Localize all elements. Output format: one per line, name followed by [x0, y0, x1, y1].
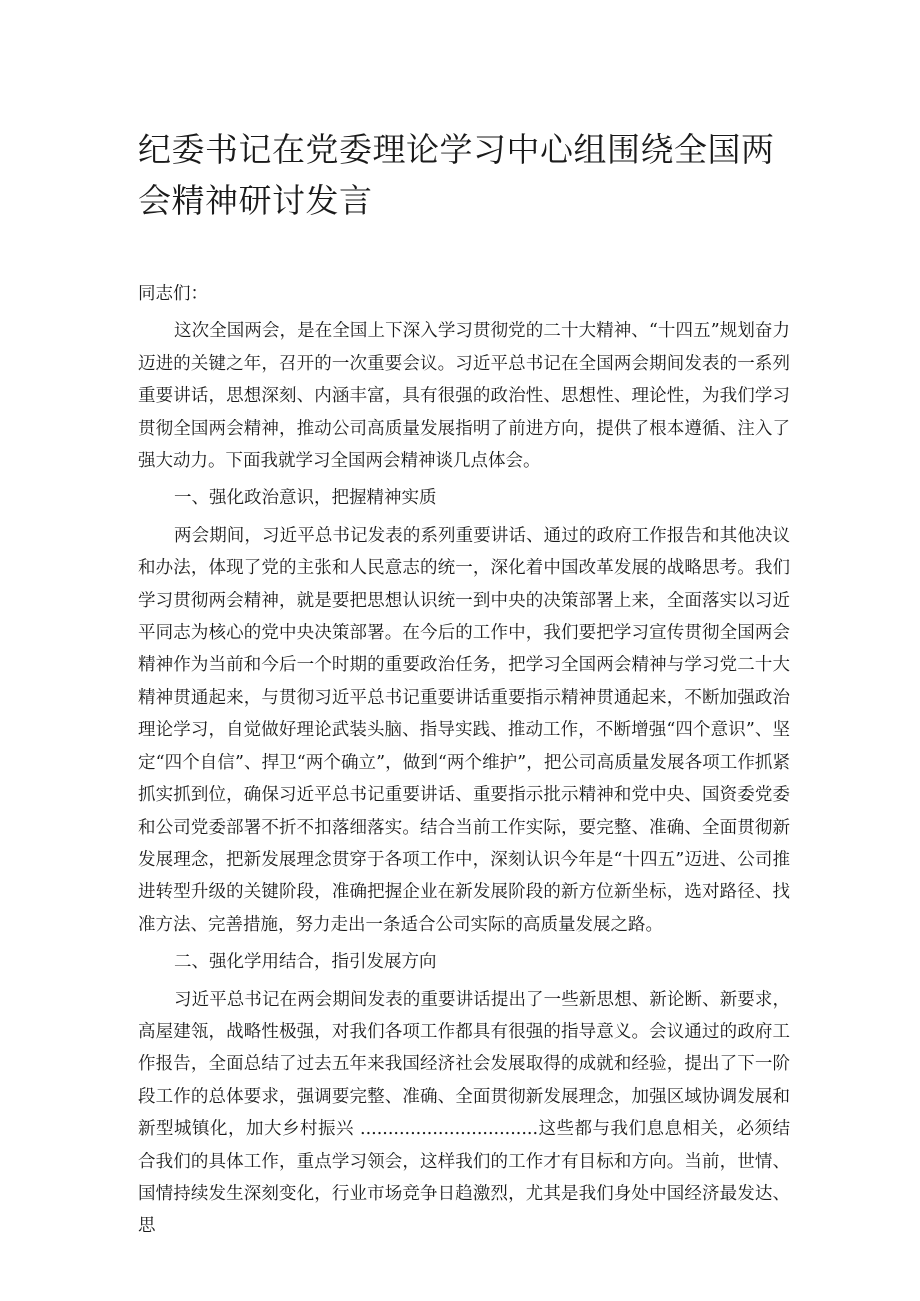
- document-title: 纪委书记在党委理论学习中心组围绕全国两会精神研讨发言: [138, 130, 775, 220]
- paragraph-intro: 这次全国两会，是在全国上下深入学习贯彻党的二十大精神、“十四五”规划奋力迈进的关键之年，召开的一次重要会议。习近平总书记在全国两会期间发表的一系列重要讲话，思想深刻、内涵丰富，具有很强的政治性、思想性、理论性，为我们学习贯彻全国两会精神，推动公司高质量发展指明了前进方向，提供了根本遵循、注入了强大动力。下面我就学习全国两会精神谈几点体会。: [138, 321, 790, 472]
- paragraph-section-1: 两会期间，习近平总书记发表的系列重要讲话、通过的政府工作报告和其他决议和办法，体现了党的主张和人民意志的统一，深化着中国改革发展的战略思考。我们学习贯彻两会精神，就是要把思想认识统一到中央的决策部署上来，全面落实以习近平同志为核心的党中央决策部署。在今后的工作中，我们要把学习宣传贯彻全国两会精神作为当前和今后一个时期的重要政治任务，把学习全国两会精神与学习党二十大精神贯通起来，与贯彻习近平总书记重要讲话重要指示精神贯通起来，不断加强政治理论学习，自觉做好理论武装头脑、指导实践、推动工作，不断增强“四个意识”、坚定“四个自信”、捍卫“两个确立”，做到“两个维护”，把公司高质量发展各项工作抓紧抓实抓到位，确保习近平总书记重要讲话、重要指示批示精神和党中央、国资委党委和公司党委部署不折不扣落细落实。结合当前工作实际，要完整、准确、全面贯彻新发展理念，把新发展理念贯穿于各项工作中，深刻认识今年是“十四五”迈进、公司推进转型升级的关键阶段，准确把握企业在新发展阶段的新方位新坐标，选对路径、找准方法、完善措施，努力走出一条适合公司实际的高质量发展之路。: [138, 525, 790, 935]
- section-heading-1: 一、强化政治意识，把握精神实质: [174, 488, 437, 509]
- section-heading-2: 二、强化学用结合，指引发展方向: [174, 952, 437, 973]
- salutation: 同志们：: [138, 284, 208, 304]
- document-body: [138, 278, 790, 1248]
- paragraph-section-2: 习近平总书记在两会期间发表的重要讲话提出了一些新思想、新论断、新要求，高屋建瓴，战略性极强，对我们各项工作都具有很强的指导意义。会议通过的政府工作报告，全面总结了过去五年来我国经济社会发展取得的成就和经验，提出了下一阶段工作的总体要求，强调要完整、准确、全面贯彻新发展理念，加强区域协调发展和新型城镇化，加大乡村振兴 ................................这些都与我们息息相关，必须结合我们的具体工作，重点学习领会，这样我们的工作才有目标和方向。当前，世情、国情持续发生深刻变化，行业市场竞争日趋激烈，尤其是我们身处中国经济最发达、思: [138, 989, 790, 1237]
